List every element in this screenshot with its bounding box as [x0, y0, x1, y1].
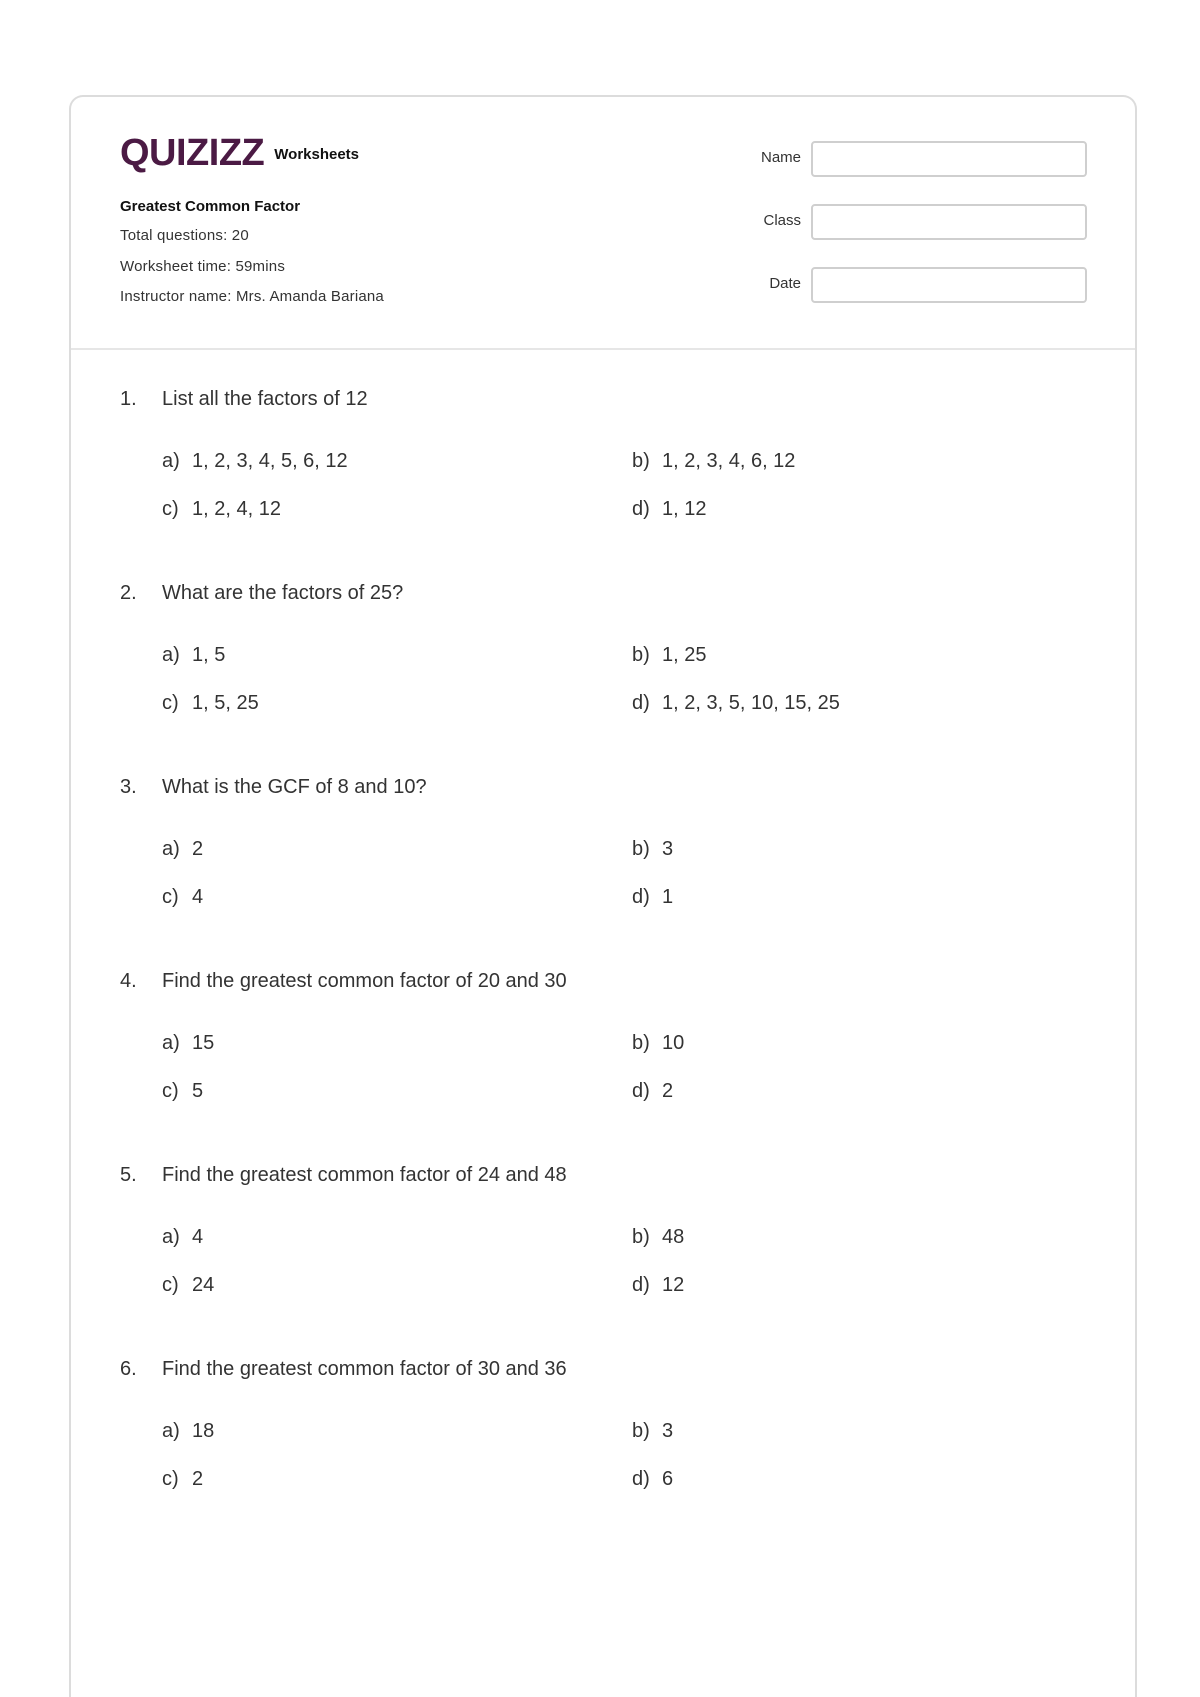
quizizz-logo: QUIZIZZ [120, 132, 265, 174]
option-text: 1, 2, 3, 4, 5, 6, 12 [192, 450, 348, 472]
question-text: Find the greatest common factor of 24 and 48 [162, 1164, 567, 1186]
date-field[interactable] [811, 267, 1087, 303]
option-text: 1, 12 [662, 498, 707, 520]
option-label: b) [632, 1032, 650, 1054]
answer-option[interactable] [162, 498, 281, 521]
option-label: b) [632, 838, 650, 860]
option-text: 3 [662, 838, 674, 860]
option-text: 12 [662, 1274, 685, 1296]
option-label: a) [162, 1420, 180, 1442]
option-label: a) [162, 1226, 180, 1248]
brand-logo-row [120, 131, 359, 175]
option-label: d) [632, 886, 650, 908]
answer-option[interactable] [632, 1274, 684, 1297]
answer-option[interactable] [632, 886, 673, 909]
answer-option[interactable] [162, 692, 259, 715]
class-label: Class [763, 212, 801, 229]
option-text: 18 [192, 1420, 215, 1442]
option-text: 4 [192, 886, 204, 908]
answer-option[interactable] [162, 1032, 214, 1055]
option-label: c) [162, 1274, 179, 1296]
option-text: 1, 2, 4, 12 [192, 498, 281, 520]
option-label: d) [632, 498, 650, 520]
option-text: 3 [662, 1420, 674, 1442]
answer-option[interactable] [632, 450, 795, 473]
answer-option[interactable] [632, 1468, 673, 1491]
date-label: Date [769, 275, 801, 292]
option-text: 1, 2, 3, 4, 6, 12 [662, 450, 796, 472]
option-label: b) [632, 644, 650, 666]
option-label: c) [162, 1080, 179, 1102]
answer-option[interactable] [162, 838, 203, 861]
option-text: 48 [662, 1226, 685, 1248]
question-number: 1. [120, 388, 137, 410]
option-text: 5 [192, 1080, 204, 1102]
answer-option[interactable] [632, 838, 673, 861]
option-text: 6 [662, 1468, 674, 1490]
option-text: 10 [662, 1032, 685, 1054]
answer-option[interactable] [632, 644, 706, 667]
name-label: Name [760, 149, 801, 166]
logo-subtitle: Worksheets [274, 145, 360, 163]
option-text: 1, 2, 3, 5, 10, 15, 25 [662, 692, 840, 714]
option-label: d) [632, 1468, 650, 1490]
name-field[interactable] [811, 141, 1087, 177]
option-label: a) [162, 838, 180, 860]
option-label: c) [162, 498, 179, 520]
question-number: 3. [120, 776, 137, 798]
option-text: 2 [192, 1468, 204, 1490]
option-text: 2 [662, 1080, 674, 1102]
answer-option[interactable] [632, 1080, 673, 1103]
question-text: Find the greatest common factor of 20 and 30 [162, 970, 567, 992]
answer-option[interactable] [162, 1274, 214, 1297]
question-text: What are the factors of 25? [162, 582, 404, 604]
option-label: a) [162, 450, 180, 472]
answer-option[interactable] [162, 1420, 214, 1443]
class-field[interactable] [811, 204, 1087, 240]
option-label: d) [632, 1080, 650, 1102]
answer-option[interactable] [632, 1420, 673, 1443]
option-label: b) [632, 1226, 650, 1248]
instructor-name: Instructor name: Mrs. Amanda Bariana [120, 288, 384, 305]
option-text: 4 [192, 1226, 204, 1248]
question-text: Find the greatest common factor of 30 and 36 [162, 1358, 567, 1380]
option-label: d) [632, 1274, 650, 1296]
option-label: a) [162, 644, 180, 666]
option-label: c) [162, 692, 179, 714]
question-number: 2. [120, 582, 137, 604]
answer-option[interactable] [162, 1468, 203, 1491]
answer-option[interactable] [162, 644, 225, 667]
answer-option[interactable] [162, 886, 203, 909]
worksheet-page [69, 95, 1137, 1697]
option-label: c) [162, 1468, 179, 1490]
option-label: d) [632, 692, 650, 714]
option-label: b) [632, 1420, 650, 1442]
answer-option[interactable] [162, 450, 348, 473]
answer-option[interactable] [632, 1226, 684, 1249]
option-text: 1, 25 [662, 644, 707, 666]
option-text: 1 [662, 886, 674, 908]
answer-option[interactable] [162, 1080, 203, 1103]
answer-option[interactable] [632, 1032, 684, 1055]
question-text: List all the factors of 12 [162, 388, 368, 410]
total-questions: Total questions: 20 [120, 227, 249, 244]
option-label: c) [162, 886, 179, 908]
option-text: 1, 5, 25 [192, 692, 259, 714]
option-text: 15 [192, 1032, 215, 1054]
option-label: a) [162, 1032, 180, 1054]
answer-option[interactable] [162, 1226, 203, 1249]
question-number: 6. [120, 1358, 137, 1380]
answer-option[interactable] [632, 498, 706, 521]
question-number: 5. [120, 1164, 137, 1186]
option-text: 1, 5 [192, 644, 226, 666]
option-text: 2 [192, 838, 204, 860]
option-text: 24 [192, 1274, 215, 1296]
worksheet-title: Greatest Common Factor [120, 198, 301, 215]
worksheet-header [71, 97, 1135, 350]
answer-option[interactable] [632, 692, 840, 715]
question-text: What is the GCF of 8 and 10? [162, 776, 427, 798]
worksheet-time: Worksheet time: 59mins [120, 258, 286, 275]
question-number: 4. [120, 970, 137, 992]
option-label: b) [632, 450, 650, 472]
